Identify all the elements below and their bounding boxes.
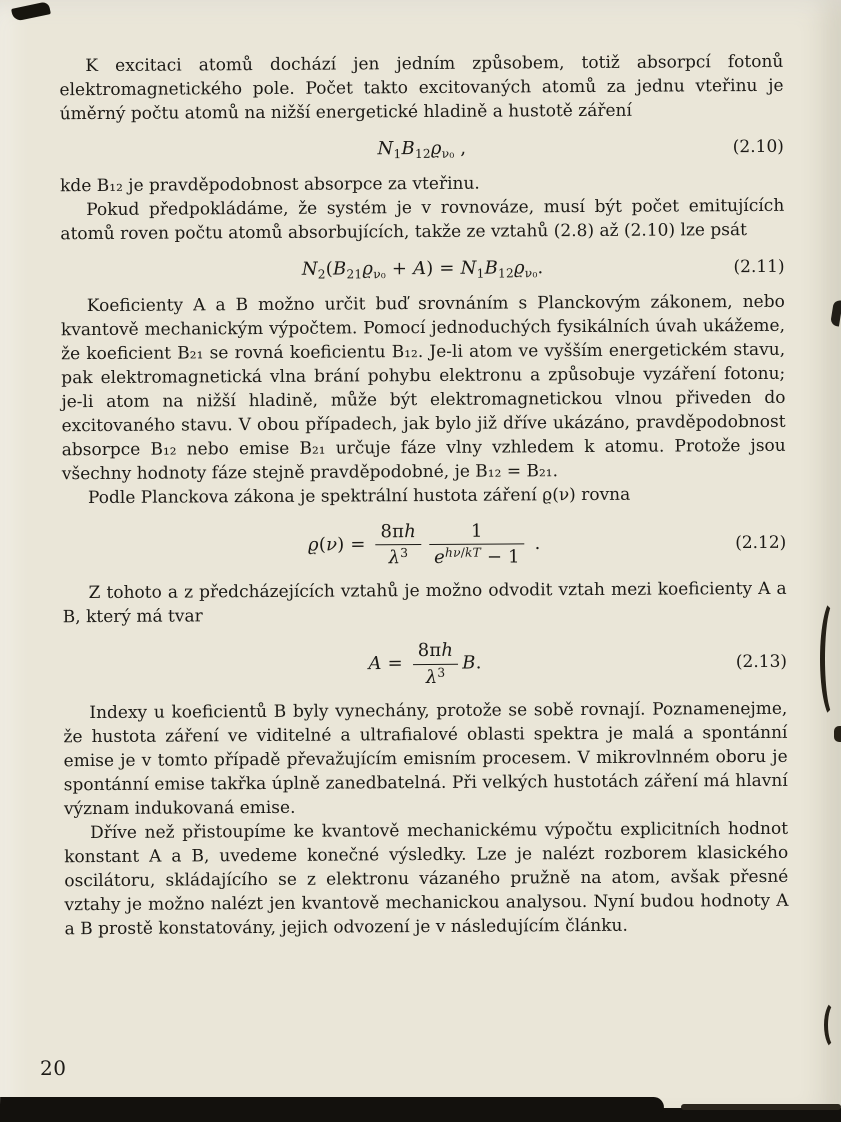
equation-2-12-number: (2.12) [735,532,787,553]
equation-2-11-row [61,255,785,283]
paragraph-3: Pokud předpokládáme, že systém je v rovnováze, musí být počet emitujících atomů roven počtu atomů absorbujících, takže ze vztahů (2.8) až (2.10) lze psát [60,195,785,245]
text-block [59,50,788,941]
equation-2-13-number: (2.13) [735,651,788,673]
equation-2-10-number: (2.10) [732,136,784,158]
equation-2-11-number: (2.11) [733,256,785,278]
paragraph-1: K excitaci atomů dochází jen jedním způsobem, totiž absorpcí fotonů elektromagnetického pole. Počet takto excitovaných atomů za jednu vteřinu je úměrný počtu atomů na nižší energetické hladině a hustotě záření [59,51,784,125]
scan-mark-right-small [834,726,841,742]
scan-mark-right-middle [820,598,841,720]
scan-mark-right-lower [824,1000,841,1050]
paragraph-4: Koeficienty A a B možno určit buď srovnáním s Planckovým zákonem, nebo kvantově mechanickým výpočtem. Pomocí jednoduchých fysikálních úvah ukážeme, že koeficient B₂₁ se rovná koeficientu B₁₂. Je-li atom ve vyšším energetickém stavu, pak elektromagnetická vlna brání pohybu elektronu a způsobuje vyzáření fotonu; je-li atom na nižší hladině, může být elektromagnetickou vlnou přiveden do excitovaného stavu. V obou případech, jak bylo již dříve ukázáno, pravděpodobnost absorpce B₁₂ nebo emise B₂₁ určuje fáze vlny vzhledem k atomu. Protože jsou všechny hodnoty fáze stejně pravděpodobné, je B₁₂ = B₂₁. [60,291,786,485]
equation-2-13-row [63,638,787,690]
paragraph-6: Z tohoto a z předcházejících vztahů je možno odvodit vztah mezi koeficienty A a B, který má tvar [62,579,787,628]
paragraph-7: Indexy u koeficientů B byly vynechány, protože se sobě rovnají. Poznamenejme, že hustota záření ve viditelné a ultrafialové oblasti spektra je malá a spontánní emise je v tomto případě převažujícím emisním procesem. V mikrovlnném oboru je spontánní emise takřka úplně zanedbatelná. Při velkých hustotách záření má hlavní význam indukovaná emise. [63,698,788,820]
page-number: 20 [40,1056,67,1080]
equation-2-10: $N_1B_{12}ϱ_{\nu_0}$ , [377,137,467,162]
scan-mark-top-left [11,1,51,22]
scan-smudge-bottom-edge [0,1108,841,1122]
equation-2-11: $N_2(B_{21}ϱ_{\nu_0} + A) = N_1B_{12}ϱ_{\nu_0}$. [301,257,544,282]
equation-2-12-row [62,519,786,571]
equation-2-10-row [60,135,784,163]
scan-mark-right-upper [830,299,841,326]
equation-2-12: ϱ(ν) = $\frac{8\pi h}{\lambda^3}$ $\frac{1}{e^{h\nu/kT} - 1}$ . [307,520,541,569]
paragraph-2: kde B₁₂ je pravděpodobnost absorpce za vteřinu. [60,173,480,197]
paragraph-8: Dříve než přistoupíme ke kvantově mechanickému výpočtu explicitních hodnot konstant A a B, uvedeme konečné výsledky. Lze je nalézt rozborem klasického oscilátoru, skládajícího se z elektronu vázaného pružně na atom, avšak přesné vztahy je možno nalézt jen kvantově mechanickou analysou. Nyní budou hodnoty A a B prostě konstatovány, jejich odvození je v následujícím článku. [64,818,789,940]
equation-2-13: A = $\frac{8\pi h}{\lambda^3}$ B. [368,640,482,688]
paragraph-5: Podle Planckova zákona je spektrální hustota záření ϱ(ν) rovna [87,484,631,509]
